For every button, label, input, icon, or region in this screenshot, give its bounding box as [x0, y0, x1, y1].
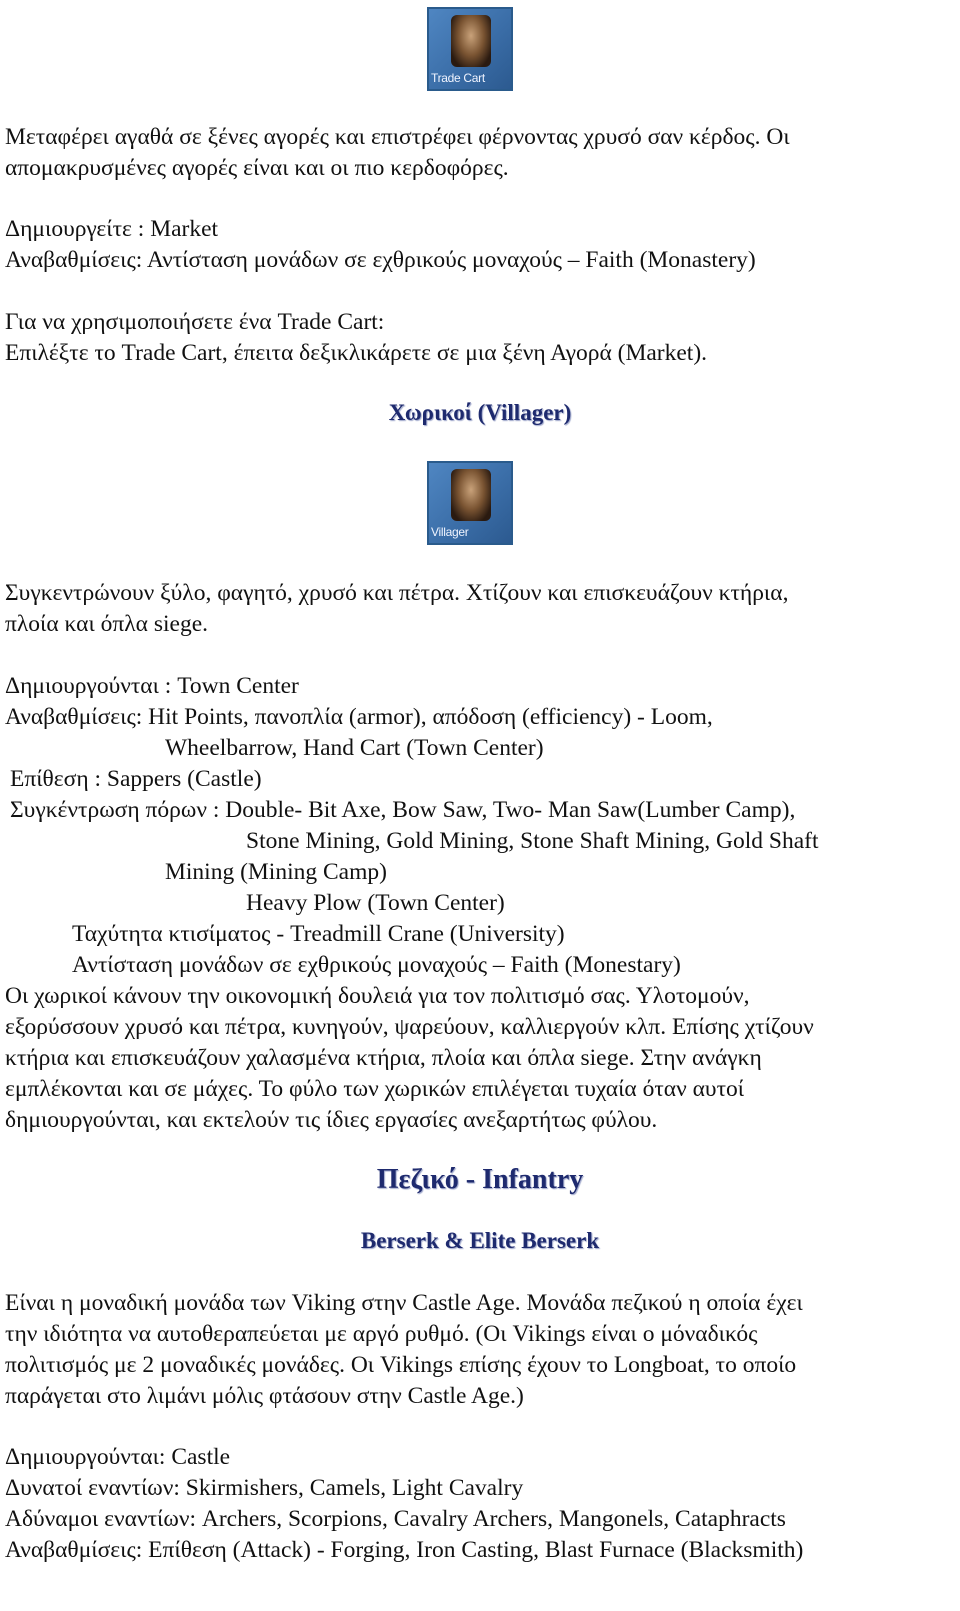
trade-cart-created: Δημιουργείτε : Market — [5, 216, 219, 242]
trade-cart-howto-2: Επιλέξτε το Trade Cart, έπειτα δεξικλικάρετε σε μια ξένη Αγορά (Market). — [5, 340, 708, 366]
berserk-desc-2: την ιδιότητα να αυτοθεραπεύεται με αργό ρυθμό. (Οι Vikings είναι ο μόναδικός — [5, 1321, 758, 1347]
villager-para-3: κτήρια και επισκευάζουν χαλασμένα κτήρια, πλοία και όπλα siege. Στην ανάγκη — [5, 1045, 762, 1071]
berserk-heading: Berserk & Elite Berserk — [360, 1228, 600, 1253]
villager-icon-caption: Villager — [431, 525, 469, 539]
berserk-weak-vs: Αδύναμοι εναντίων: Archers, Scorpions, Cavalry Archers, Mangonels, Cataphracts — [5, 1506, 786, 1532]
villager-portrait — [451, 469, 491, 521]
berserk-desc-4: παράγεται στο λιμάνι μόλις φτάσουν στην Castle Age.) — [5, 1383, 524, 1409]
villager-created: Δημιουργούνται : Town Center — [5, 673, 299, 699]
trade-cart-desc-1: Μεταφέρει αγαθά σε ξένες αγορές και επιστρέφει φέρνοντας χρυσό σαν κέρδος. Οι — [5, 124, 790, 150]
berserk-upgrades: Αναβαθμίσεις: Επίθεση (Attack) - Forging, Iron Casting, Blast Furnace (Blacksmith) — [5, 1537, 804, 1563]
trade-cart-icon-caption: Trade Cart — [431, 71, 485, 85]
trade-cart-portrait — [451, 15, 491, 67]
berserk-desc-3: πολιτισμός με 2 μοναδικές μονάδες. Οι Vikings επίσης έχουν το Longboat, το οποίο — [5, 1352, 797, 1378]
berserk-desc-1: Είναι η μοναδική μονάδα των Viking στην Castle Age. Μονάδα πεζικού η οποία έχει — [5, 1290, 803, 1316]
villager-heading: Χωρικοί (Villager) — [388, 400, 572, 425]
villager-para-5: δημιουργούνται, και εκτελούν τις ίδιες εργασίες ανεξαρτήτως φύλου. — [5, 1107, 658, 1133]
trade-cart-icon — [427, 7, 513, 91]
infantry-heading: Πεζικό - Infantry — [376, 1164, 584, 1195]
villager-desc-1: Συγκεντρώνουν ξύλο, φαγητό, χρυσό και πέτρα. Χτίζουν και επισκευάζουν κτήρια, — [5, 580, 789, 606]
villager-upgrades: Αναβαθμίσεις: Hit Points, πανοπλία (armor), απόδοση (efficiency) - Loom, — [5, 704, 713, 730]
berserk-created: Δημιουργούνται: Castle — [5, 1444, 231, 1470]
villager-gathering-cont-1: Stone Mining, Gold Mining, Stone Shaft Mining, Gold Shaft — [246, 828, 819, 854]
trade-cart-desc-2: απομακρυσμένες αγορές είναι και οι πιο κερδοφόρες. — [5, 155, 509, 181]
villager-gathering-cont-2: Mining (Mining Camp) — [165, 859, 387, 885]
villager-monk-resist: Αντίσταση μονάδων σε εχθρικούς μοναχούς – Faith (Monestary) — [72, 952, 681, 978]
trade-cart-howto-1: Για να χρησιμοποιήσετε ένα Trade Cart: — [5, 309, 385, 335]
villager-para-1: Οι χωρικοί κάνουν την οικονομική δουλειά για τον πολιτισμό σας. Υλοτομούν, — [5, 983, 750, 1009]
berserk-strong-vs: Δυνατοί εναντίων: Skirmishers, Camels, Light Cavalry — [5, 1475, 524, 1501]
villager-para-4: εμπλέκονται και σε μάχες. Το φύλο των χωρικών επιλέγεται τυχαία όταν αυτοί — [5, 1076, 745, 1102]
villager-icon — [427, 461, 513, 545]
villager-upgrades-cont: Wheelbarrow, Hand Cart (Town Center) — [165, 735, 544, 761]
villager-para-2: εξορύσσουν χρυσό και πέτρα, κυνηγούν, ψαρεύουν, καλλιεργούν κλπ. Επίσης χτίζουν — [5, 1014, 814, 1040]
villager-build-speed: Ταχύτητα κτισίματος - Treadmill Crane (University) — [72, 921, 565, 947]
villager-gathering-cont-3: Heavy Plow (Town Center) — [246, 890, 505, 916]
villager-desc-2: πλοία και όπλα siege. — [5, 611, 209, 637]
villager-gathering: Συγκέντρωση πόρων : Double- Bit Axe, Bow Saw, Two- Man Saw(Lumber Camp), — [10, 797, 796, 823]
villager-attack: Επίθεση : Sappers (Castle) — [10, 766, 262, 792]
trade-cart-upgrades: Αναβαθμίσεις: Αντίσταση μονάδων σε εχθρικούς μοναχούς – Faith (Monastery) — [5, 247, 756, 273]
